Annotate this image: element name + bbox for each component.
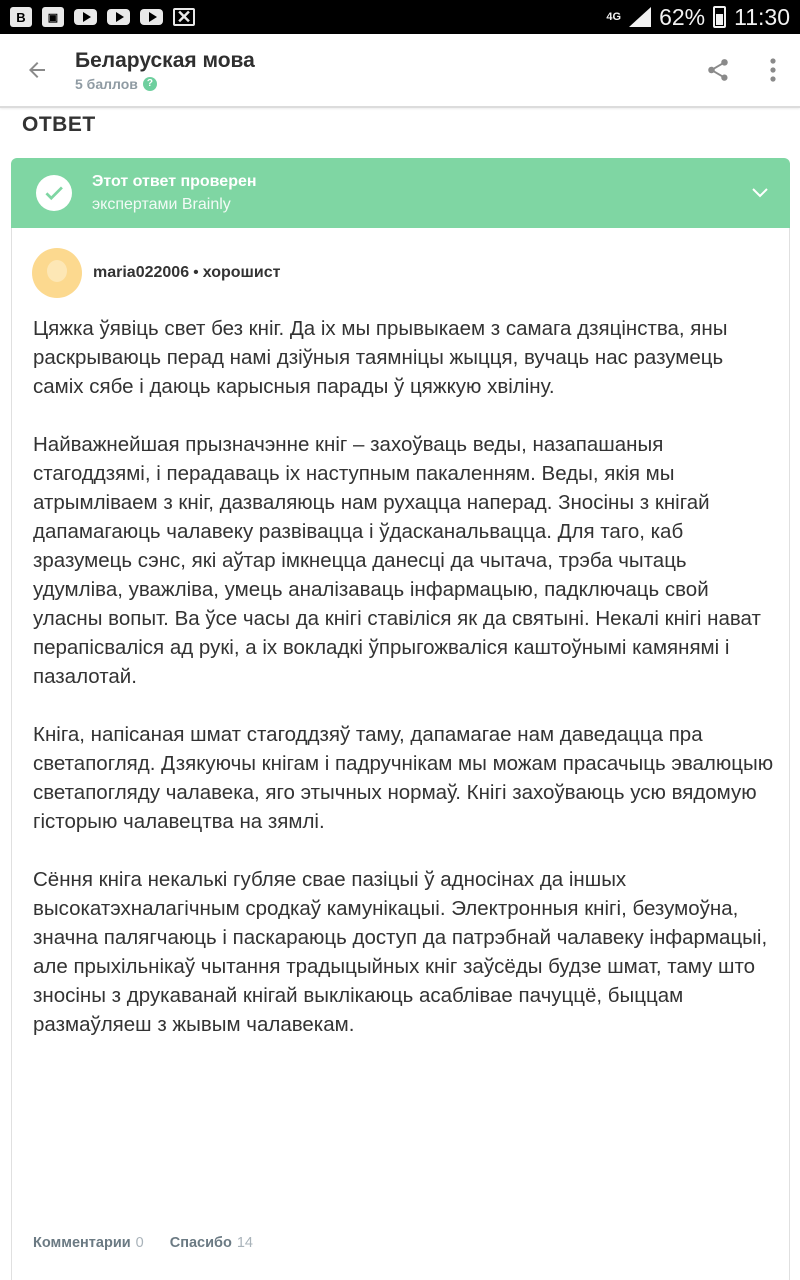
thanks-button[interactable] <box>170 1235 253 1251</box>
comments-count: 0 <box>135 1235 144 1251</box>
points-label: 5 баллов <box>75 75 138 92</box>
verified-banner[interactable] <box>11 158 790 228</box>
more-options-button[interactable] <box>748 40 798 100</box>
answer-paragraph: Найважнейшая прызначэнне кніг – захоўваць веды, назапашаныя стагоддзямі, і перадаваць іх наступным пакаленням. Веды, якія мы атрымліваем з кніг, дазваляюць нам рухацца наперад. Зносіны з кнігай дапамагаюць чалавеку развівацца і ўдасканальвацца. Для таго, каб зразумець сэнс, які аўтар імкнецца данесці да чытача, трэба чытаць удумліва, уважліва, умець аналізаваць інфармацыю, падключаць свой уласны вопыт. Ва ўсе часы да кнігі ставіліся як да святыні. Некалі кнігі нават перапісваліся ад рукі, а іх вокладкі ўпрыгожваліся каштоўнымі камянямі і пазалотай. <box>33 433 761 688</box>
app-bar <box>0 34 800 108</box>
mail-icon <box>173 8 195 26</box>
battery-icon <box>713 6 726 28</box>
author-rank: хорошист <box>202 264 281 281</box>
help-icon[interactable]: ? <box>143 77 157 91</box>
answer-paragraph: Кніга, напісаная шмат стагоддзяў таму, дапамагае нам даведацца пра светапогляд. Дзякуючы кнігам і падручнікам мы можам прасачыць эвалюцыю светапогляду чалавека, яго этычных нормаў. Кнігі захоўваюць усю вядомую гісторыю чалавецтва на зямлі. <box>33 723 774 833</box>
answer-card <box>11 228 790 1280</box>
author-info[interactable] <box>32 248 280 298</box>
more-vert-icon <box>769 57 777 83</box>
author-name[interactable]: maria022006 <box>93 264 190 281</box>
comments-label: Комментарии <box>33 1235 131 1251</box>
subject-title: Беларуская мова <box>75 48 255 72</box>
signal-icon <box>629 7 651 27</box>
youtube-icon <box>74 9 97 25</box>
network-type: 4G <box>606 11 622 23</box>
thanks-count: 14 <box>236 1235 253 1251</box>
comments-button[interactable] <box>33 1235 144 1251</box>
notification-icons <box>0 7 195 27</box>
battery-percent: 62% <box>659 3 706 30</box>
author-separator: • <box>193 264 199 281</box>
clock: 11:30 <box>734 3 790 30</box>
share-button[interactable] <box>688 40 748 100</box>
back-button[interactable] <box>0 33 74 107</box>
thanks-label: Спасибо <box>169 1235 232 1251</box>
chevron-down-icon[interactable] <box>750 183 770 203</box>
answer-text <box>33 314 778 1068</box>
share-icon <box>705 57 731 83</box>
check-circle-icon <box>36 175 72 211</box>
answer-paragraph: Сёння кніга некалькі губляе свае пазіцыі ў адносінах да іншых высокатэхналагічным сродкаў камунікацыі. Электронныя кнігі, безумоўна, значна палягчаюць і паскараюць доступ да патрэбнай чалавеку інфармацыі, але прыхільнікаў чытання традыцыйных кніг заўсёды будзе шмат, таму што зносіны з друкаванай кнігай выклікаюць асаблівае пачуццё, быццам размаўляеш з жывым чалавекам. <box>33 868 768 1036</box>
avatar[interactable] <box>32 248 82 298</box>
answer-paragraph: Цяжка ўявіць свет без кніг. Да іх мы прывыкаем з самага дзяцінства, яны раскрываюць перад намі дзіўныя таямніцы жыцця, вучаць нас разумець саміх сябе і даюць карысныя парады ў цяжкую хвіліну. <box>33 317 728 398</box>
status-bar <box>0 0 800 34</box>
youtube-icon <box>107 9 130 25</box>
arrow-left-icon <box>25 58 49 82</box>
answer-footer <box>33 1235 253 1251</box>
verified-subtitle: экспертами Brainly <box>92 195 231 213</box>
gallery-icon: ▣ <box>42 7 64 27</box>
vk-icon: B <box>10 7 32 27</box>
youtube-icon <box>140 9 163 25</box>
verified-title: Этот ответ проверен <box>92 172 257 190</box>
answer-heading: ОТВЕТ <box>22 113 96 136</box>
